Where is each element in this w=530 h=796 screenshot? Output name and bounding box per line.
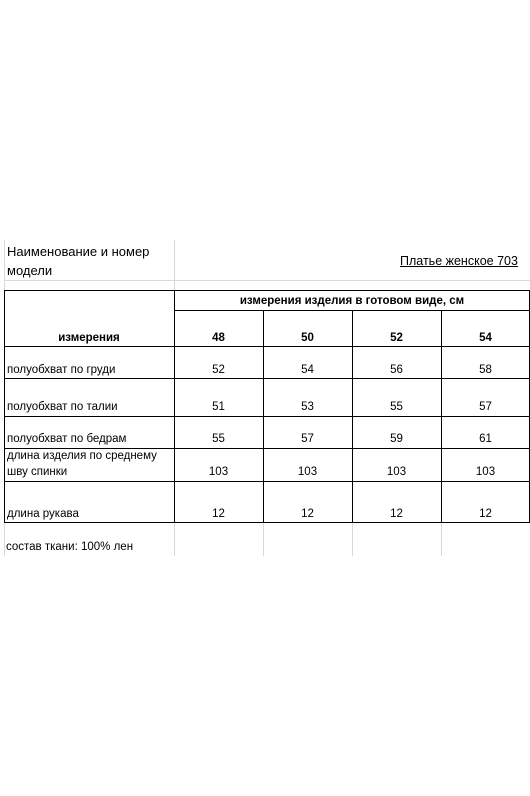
cell-value: 54 [301, 364, 314, 376]
cell-value: 103 [297, 466, 318, 478]
size-header: 52 [390, 332, 403, 344]
cell-value: 58 [479, 364, 492, 376]
table-border [4, 481, 530, 482]
fabric-composition: состав ткани: 100% лен [6, 541, 134, 553]
size-header: 50 [301, 332, 314, 344]
cell-value: 103 [386, 466, 407, 478]
table-border [4, 346, 530, 347]
row-header: измерения [58, 332, 120, 344]
table-border [4, 522, 530, 523]
table-border [4, 290, 530, 291]
cell-value: 61 [479, 433, 492, 445]
cell-value: 55 [390, 401, 403, 413]
cell-value: 59 [390, 433, 403, 445]
row-label: шву спинки [7, 466, 68, 478]
cell-value: 51 [212, 401, 225, 413]
product-name: Платье женское 703 [400, 254, 518, 268]
table-border [4, 416, 530, 417]
cell-value: 55 [212, 433, 225, 445]
cell-value: 56 [390, 364, 403, 376]
model-name-label-line2: модели [7, 263, 53, 278]
cell-value: 52 [212, 364, 225, 376]
row-label: длина изделия по среднему [7, 450, 157, 462]
group-header: измерения изделия в готовом виде, см [239, 295, 465, 307]
cell-value: 103 [475, 466, 496, 478]
cell-value: 57 [479, 401, 492, 413]
size-header: 54 [479, 332, 492, 344]
table-border [4, 290, 5, 522]
table-border [4, 378, 530, 379]
gridline [4, 280, 530, 281]
cell-value: 12 [479, 508, 492, 520]
model-name-label-line1: Наименование и номер [7, 244, 150, 259]
gridline [441, 522, 442, 556]
cell-value: 12 [301, 508, 314, 520]
gridline [263, 522, 264, 556]
cell-value: 53 [301, 401, 314, 413]
cell-value: 57 [301, 433, 314, 445]
row-label: длина рукава [7, 508, 79, 520]
size-header: 48 [212, 332, 225, 344]
row-label: полуобхват по бедрам [7, 433, 127, 445]
cell-value: 12 [212, 508, 225, 520]
row-label: полуобхват по талии [7, 401, 118, 413]
cell-value: 12 [390, 508, 403, 520]
row-label: полуобхват по груди [7, 364, 116, 376]
gridline [352, 522, 353, 556]
gridline [174, 240, 175, 290]
cell-value: 103 [208, 466, 229, 478]
table-border [174, 310, 530, 311]
gridline [174, 522, 175, 556]
